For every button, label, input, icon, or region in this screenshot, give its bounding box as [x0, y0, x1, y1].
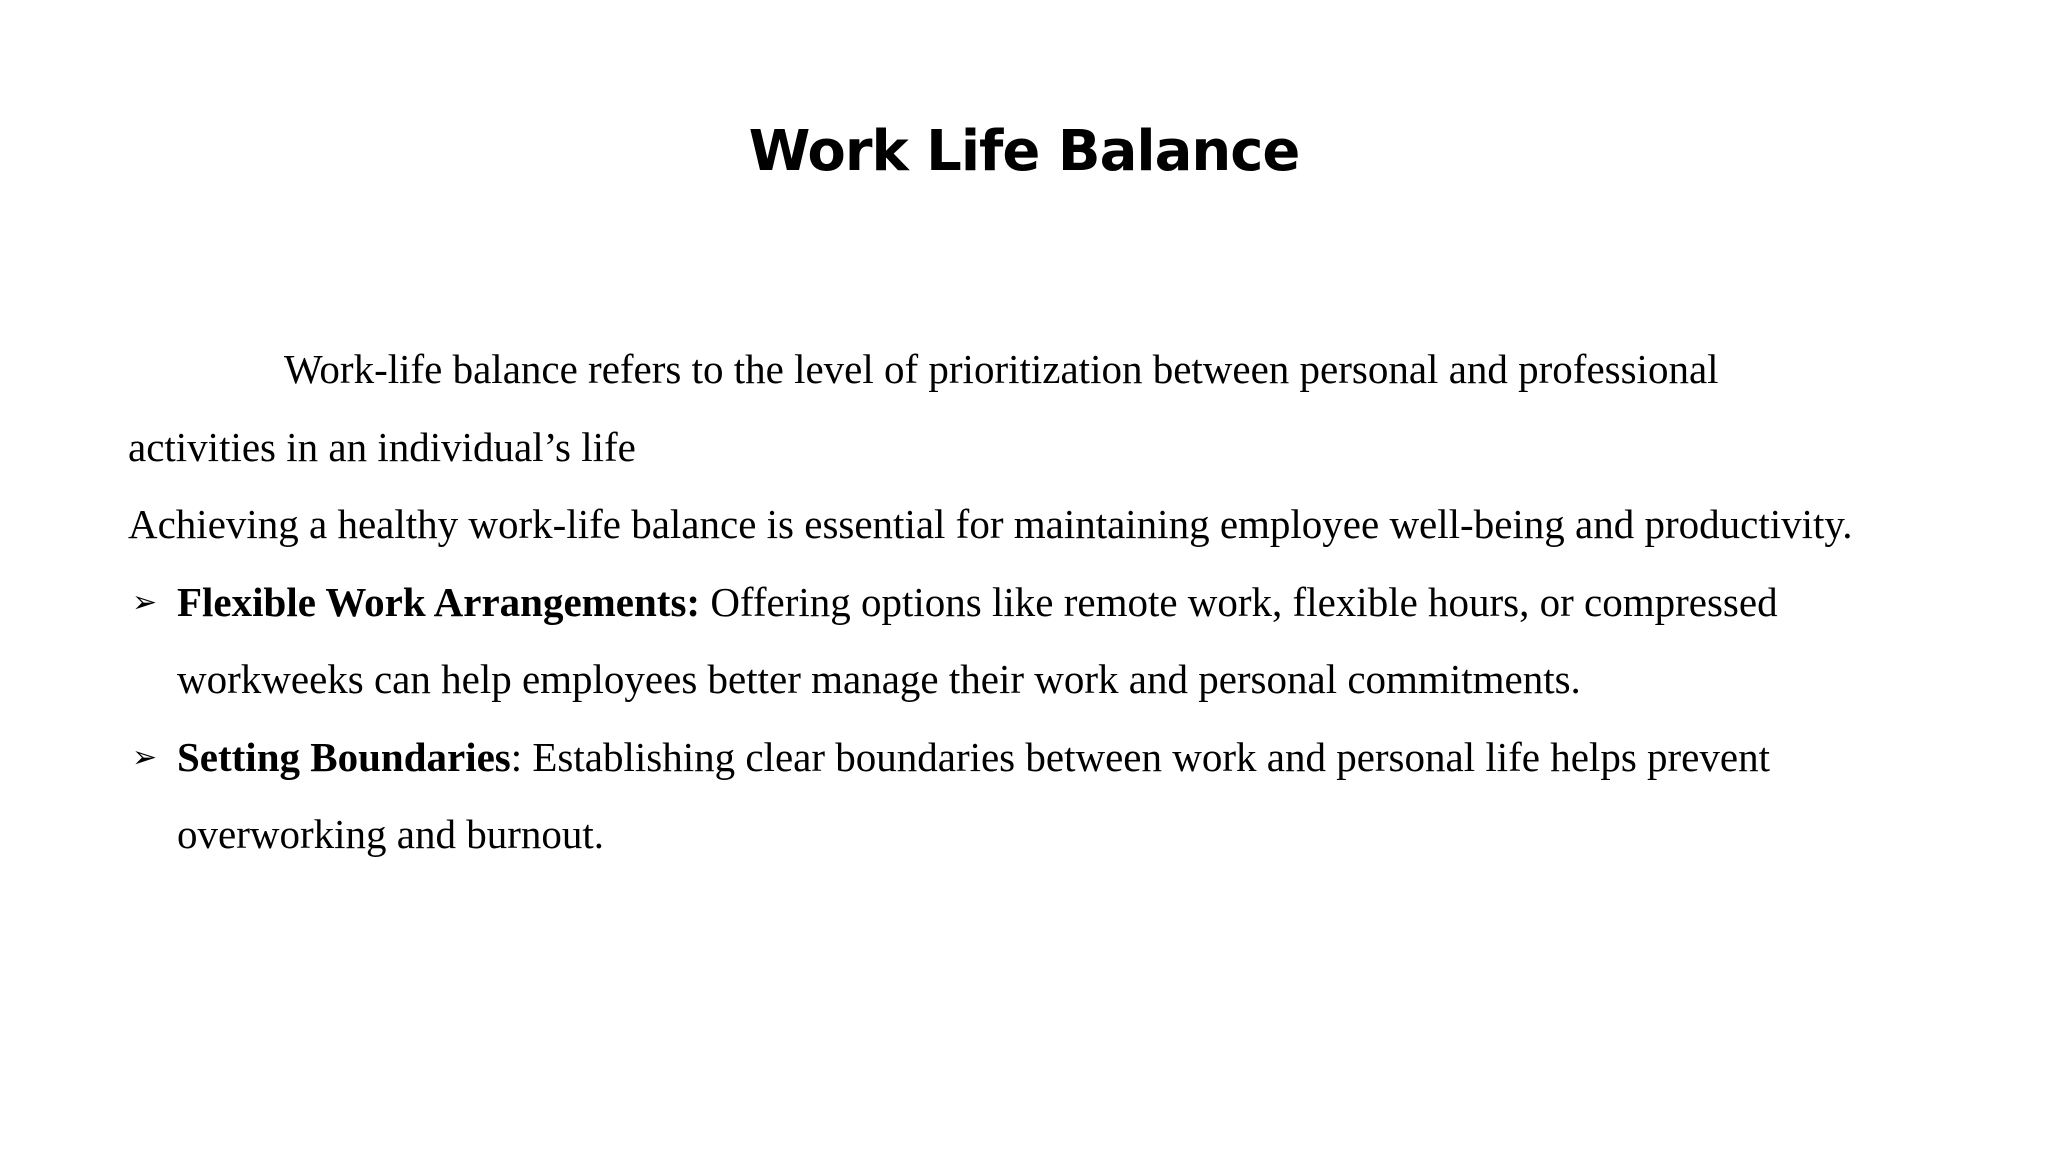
bullet-line-1 — [177, 564, 1968, 642]
slide-title: Work Life Balance — [748, 119, 1300, 184]
arrowhead-bullet-icon: ➢ — [132, 584, 158, 620]
bullet-text: : Establishing clear boundaries between work and personal life helps prevent — [510, 733, 1770, 780]
bullet-flexible-work — [128, 564, 1968, 719]
bullet-line-1 — [177, 719, 1968, 797]
bullet-line-2: workweeks can help employees better manage their work and personal commitments. — [177, 656, 1581, 702]
bullet-setting-boundaries — [128, 719, 1968, 874]
slide-body — [128, 331, 1968, 874]
statement: Achieving a healthy work-life balance is essential for maintaining employee well-being and productivity. — [128, 501, 1853, 547]
arrowhead-bullet-icon: ➢ — [132, 739, 158, 775]
intro-line-2: activities in an individual’s life — [128, 423, 636, 470]
bullet-term: Flexible Work Arrangements: — [177, 578, 701, 625]
bullet-text: Offering options like remote work, flexible hours, or compressed — [700, 578, 1778, 625]
bullet-term: Setting Boundaries — [177, 733, 511, 780]
bullet-line-2: overworking and burnout. — [177, 811, 604, 857]
intro-line-1: Work-life balance refers to the level of prioritization between personal and professional — [284, 346, 1719, 392]
